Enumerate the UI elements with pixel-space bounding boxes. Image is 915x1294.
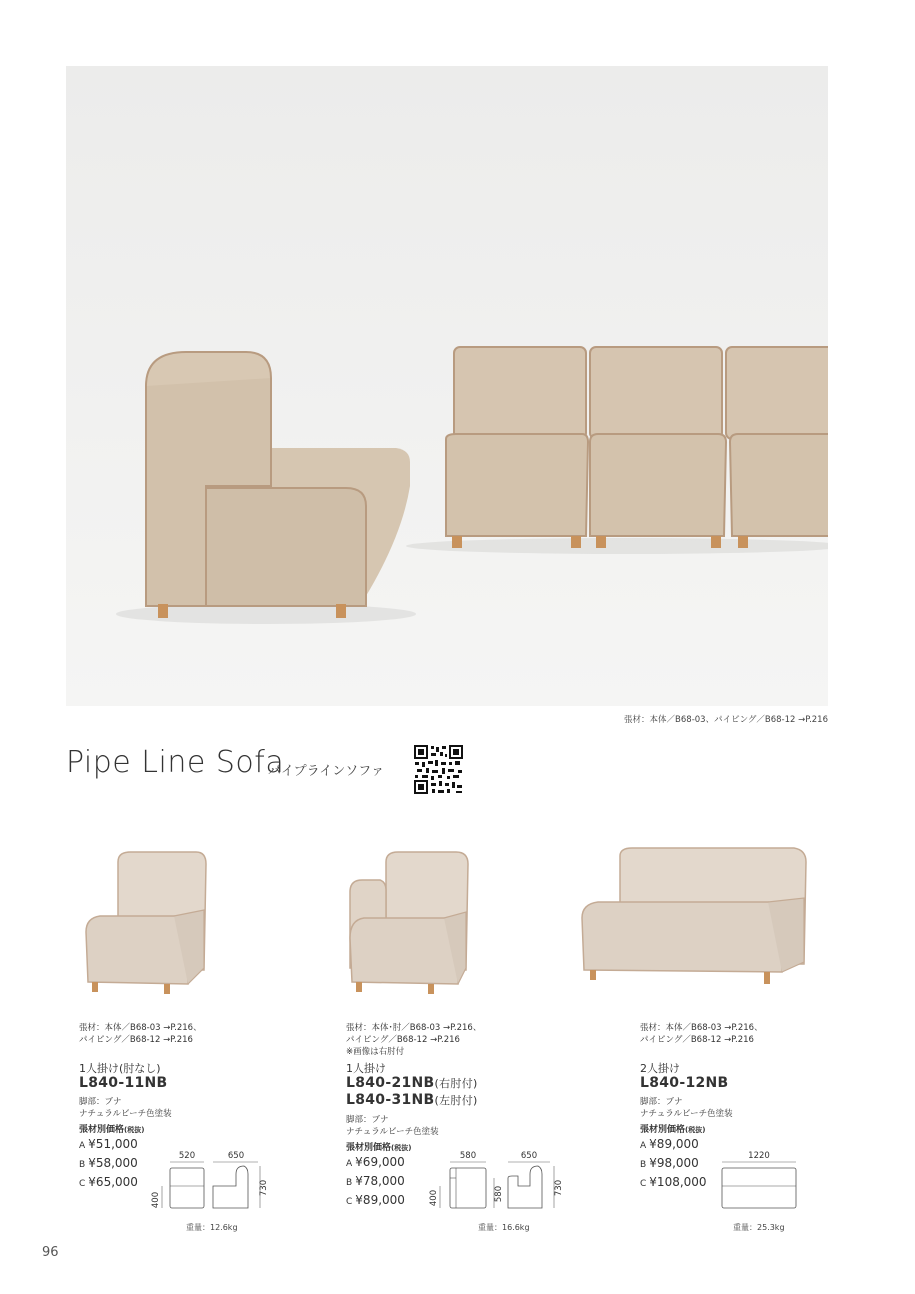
product-1-dim-width: 520 [178,1151,196,1161]
product-1-price-b: B ¥58,000 [79,1156,138,1170]
product-2-dim-height: 730 [554,1179,564,1197]
photo-caption: 張材：本体／B68-03、パイピング／B68-12 →P.216 [624,715,828,725]
product-2-dimension-diagram [426,1148,568,1220]
product-image-1-seat [84,850,208,995]
product-2-weight: 重量：16.6kg [478,1223,530,1232]
hero-module-1 [446,347,588,548]
page-title: Pipe Line Sofa [66,745,285,780]
product-3-weight: 重量：25.3kg [733,1223,785,1232]
hero-photo [66,66,828,706]
product-image-2-seat-arm [346,850,472,998]
product-3-material: 張材：本体／B68-03 →P.216、 パイピング／B68-12 →P.216 [640,1023,763,1045]
product-1-dim-height: 730 [259,1179,269,1197]
product-2-dim-depth: 650 [520,1151,538,1161]
product-1-model: L840-11NB [79,1075,168,1091]
product-2-model-left: L840-31NB(左肘付) [346,1092,478,1108]
product-3-legs: 脚部：ブナ ナチュラルビーチ色塗装 [640,1097,733,1119]
product-2-kind: 1人掛け [346,1062,386,1075]
product-1-dimension-diagram [148,1148,272,1220]
product-1-price-a: A ¥51,000 [79,1137,138,1151]
product-3-price-c: C ¥108,000 [640,1175,707,1189]
product-3-price-b: B ¥98,000 [640,1156,699,1170]
product-1-dim-seat: 400 [151,1191,161,1209]
product-2-dim-seat: 400 [429,1189,439,1207]
hero-module-3 [726,347,828,548]
product-2-material: 張材：本体･肘／B68-03 →P.216、 パイピング／B68-12 →P.216 ※画像は右肘付 [346,1023,482,1057]
product-image-3-two-seater [580,846,810,996]
product-2-price-c: C ¥89,000 [346,1193,405,1207]
product-2-price-a: A ¥69,000 [346,1155,405,1169]
product-2-dim-arm: 580 [494,1185,504,1203]
product-3-price-a: A ¥89,000 [640,1137,699,1151]
product-1-material: 張材：本体／B68-03 →P.216、 パイピング／B68-12 →P.216 [79,1023,202,1045]
product-3-model: L840-12NB [640,1075,729,1091]
product-3-kind: 2人掛け [640,1062,680,1075]
page-number: 96 [42,1245,59,1260]
product-1-dim-depth: 650 [227,1151,245,1161]
product-2-price-b: B ¥78,000 [346,1174,405,1188]
hero-sofa-illustration [66,66,828,706]
product-3-price-title: 張材別価格(税抜) [640,1125,706,1135]
page-subtitle: パイプラインソファ [268,764,384,779]
product-3-dim-width: 1220 [748,1151,770,1161]
product-3-dimension-diagram [716,1148,802,1220]
product-1-kind: 1人掛け(肘なし) [79,1062,161,1075]
product-2-legs: 脚部：ブナ ナチュラルビーチ色塗装 [346,1115,439,1137]
product-2-dim-width: 580 [459,1151,477,1161]
product-2-model-right: L840-21NB(右肘付) [346,1075,478,1091]
product-1-legs: 脚部：ブナ ナチュラルビーチ色塗装 [79,1097,172,1119]
product-2-price-title: 張材別価格(税抜) [346,1143,412,1153]
hero-module-2 [590,347,726,548]
product-1-price-title: 張材別価格(税抜) [79,1125,145,1135]
product-1-weight: 重量：12.6kg [186,1223,238,1232]
qr-code-icon[interactable] [414,745,463,794]
product-1-price-c: C ¥65,000 [79,1175,138,1189]
